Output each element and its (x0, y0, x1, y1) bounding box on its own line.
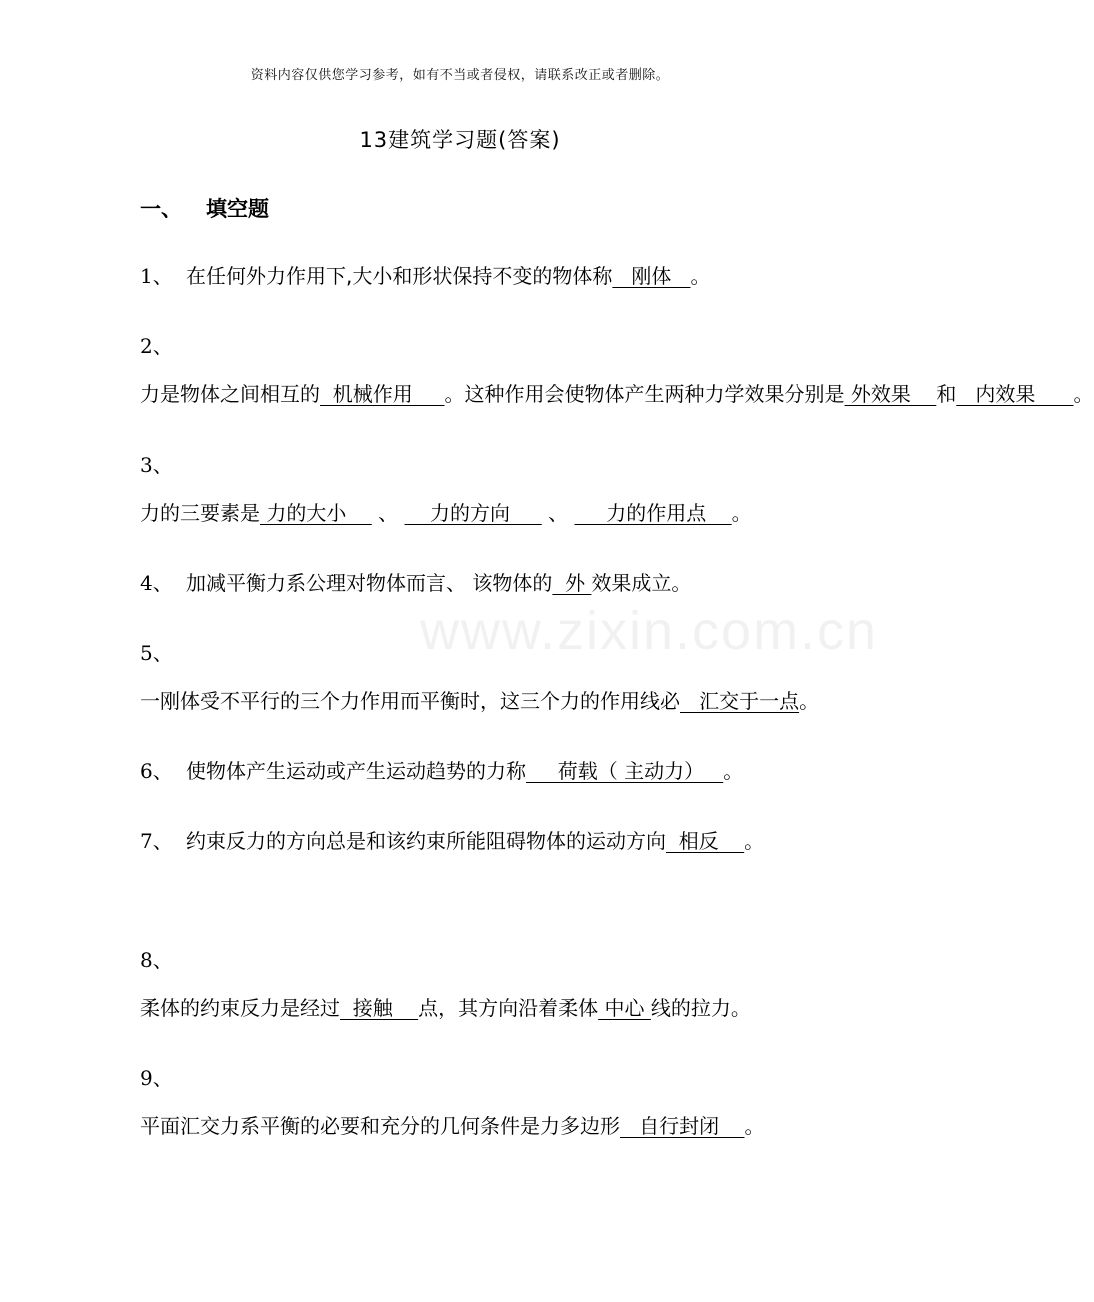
question-text: 。 (723, 759, 744, 783)
question-number: 5、 (140, 641, 173, 665)
answer-blank: 荷载（ 主动力） (526, 759, 724, 783)
question-text: 柔体的约束反力是经过 (140, 996, 340, 1020)
question-number: 2、 (140, 334, 173, 358)
question (140, 252, 790, 300)
answer-blank: 外效果 (844, 382, 937, 406)
question-text: 。 (731, 501, 752, 525)
answer-blank: 汇交于一点 (680, 689, 800, 713)
question-number: 3、 (140, 453, 173, 477)
answer-blank: 相反 (666, 829, 745, 853)
question (140, 559, 790, 607)
question-text: 。 (744, 1114, 765, 1138)
answer-blank: 刚体 (612, 264, 691, 288)
question-text: 使物体产生运动或产生运动趋势的力称 (186, 759, 526, 783)
question-text: 一刚体受不平行的三个力作用而平衡时，这三个力的作用线必 (140, 689, 680, 713)
section-label: 填空题 (206, 197, 269, 221)
question-number: 4、 (140, 571, 173, 595)
question-number: 9、 (140, 1066, 173, 1090)
question (140, 629, 820, 725)
question-number: 7、 (140, 829, 173, 853)
question-text: 约束反力的方向总是和该约束所能阻碍物体的运动方向 (186, 829, 666, 853)
question-text: 加减平衡力系公理对物体而言、 该物体的 (186, 571, 553, 595)
answer-blank: 接触 (340, 996, 419, 1020)
answer-blank: 力的方向 (404, 501, 542, 525)
question (140, 817, 790, 865)
answer-blank: 中心 (598, 996, 651, 1020)
header-note: 资料内容仅供您学习参考，如有不当或者侵权，请联系改正或者删除。 (250, 68, 670, 83)
question-text: 和 (936, 382, 957, 406)
answer-blank: 外 (552, 571, 592, 595)
question-text: 点，其方向沿着柔体 (418, 996, 599, 1020)
answer-blank: 自行封闭 (620, 1114, 745, 1138)
question-text: 平面汇交力系平衡的必要和充分的几何条件是力多边形 (140, 1114, 620, 1138)
question (140, 747, 790, 795)
question-text: 。这种作用会使物体产生两种力学效果分别是 (444, 382, 845, 406)
question-number: 8、 (140, 948, 173, 972)
question-text: 效果成立。 (591, 571, 692, 595)
question-number: 6、 (140, 759, 173, 783)
question (140, 441, 790, 537)
question-text: 力的三要素是 (140, 501, 260, 525)
question-text: 。 (690, 264, 711, 288)
question-number: 1、 (140, 264, 173, 288)
section-number: 一、 (140, 197, 182, 221)
answer-blank: 力的作用点 (574, 501, 732, 525)
question-text: 在任何外力作用下,大小和形状保持不变的物体称 (186, 264, 613, 288)
answer-blank: 内效果 (956, 382, 1074, 406)
page-title: 13建筑学习题(答案) (359, 128, 561, 152)
question (140, 1054, 790, 1150)
question-text: 、 (541, 501, 575, 525)
answer-blank: 力的大小 (260, 501, 372, 525)
question (140, 936, 790, 1032)
question (140, 322, 1094, 418)
question-text: 、 (371, 501, 405, 525)
watermark: www.zixin.com.cn (420, 601, 879, 661)
question-text: 。 (1073, 382, 1094, 406)
section-heading (140, 193, 269, 223)
question-text: 。 (799, 689, 820, 713)
question-text: 线的拉力。 (650, 996, 751, 1020)
answer-blank: 机械作用 (320, 382, 445, 406)
question-text: 力是物体之间相互的 (140, 382, 320, 406)
question-text: 。 (744, 829, 765, 853)
